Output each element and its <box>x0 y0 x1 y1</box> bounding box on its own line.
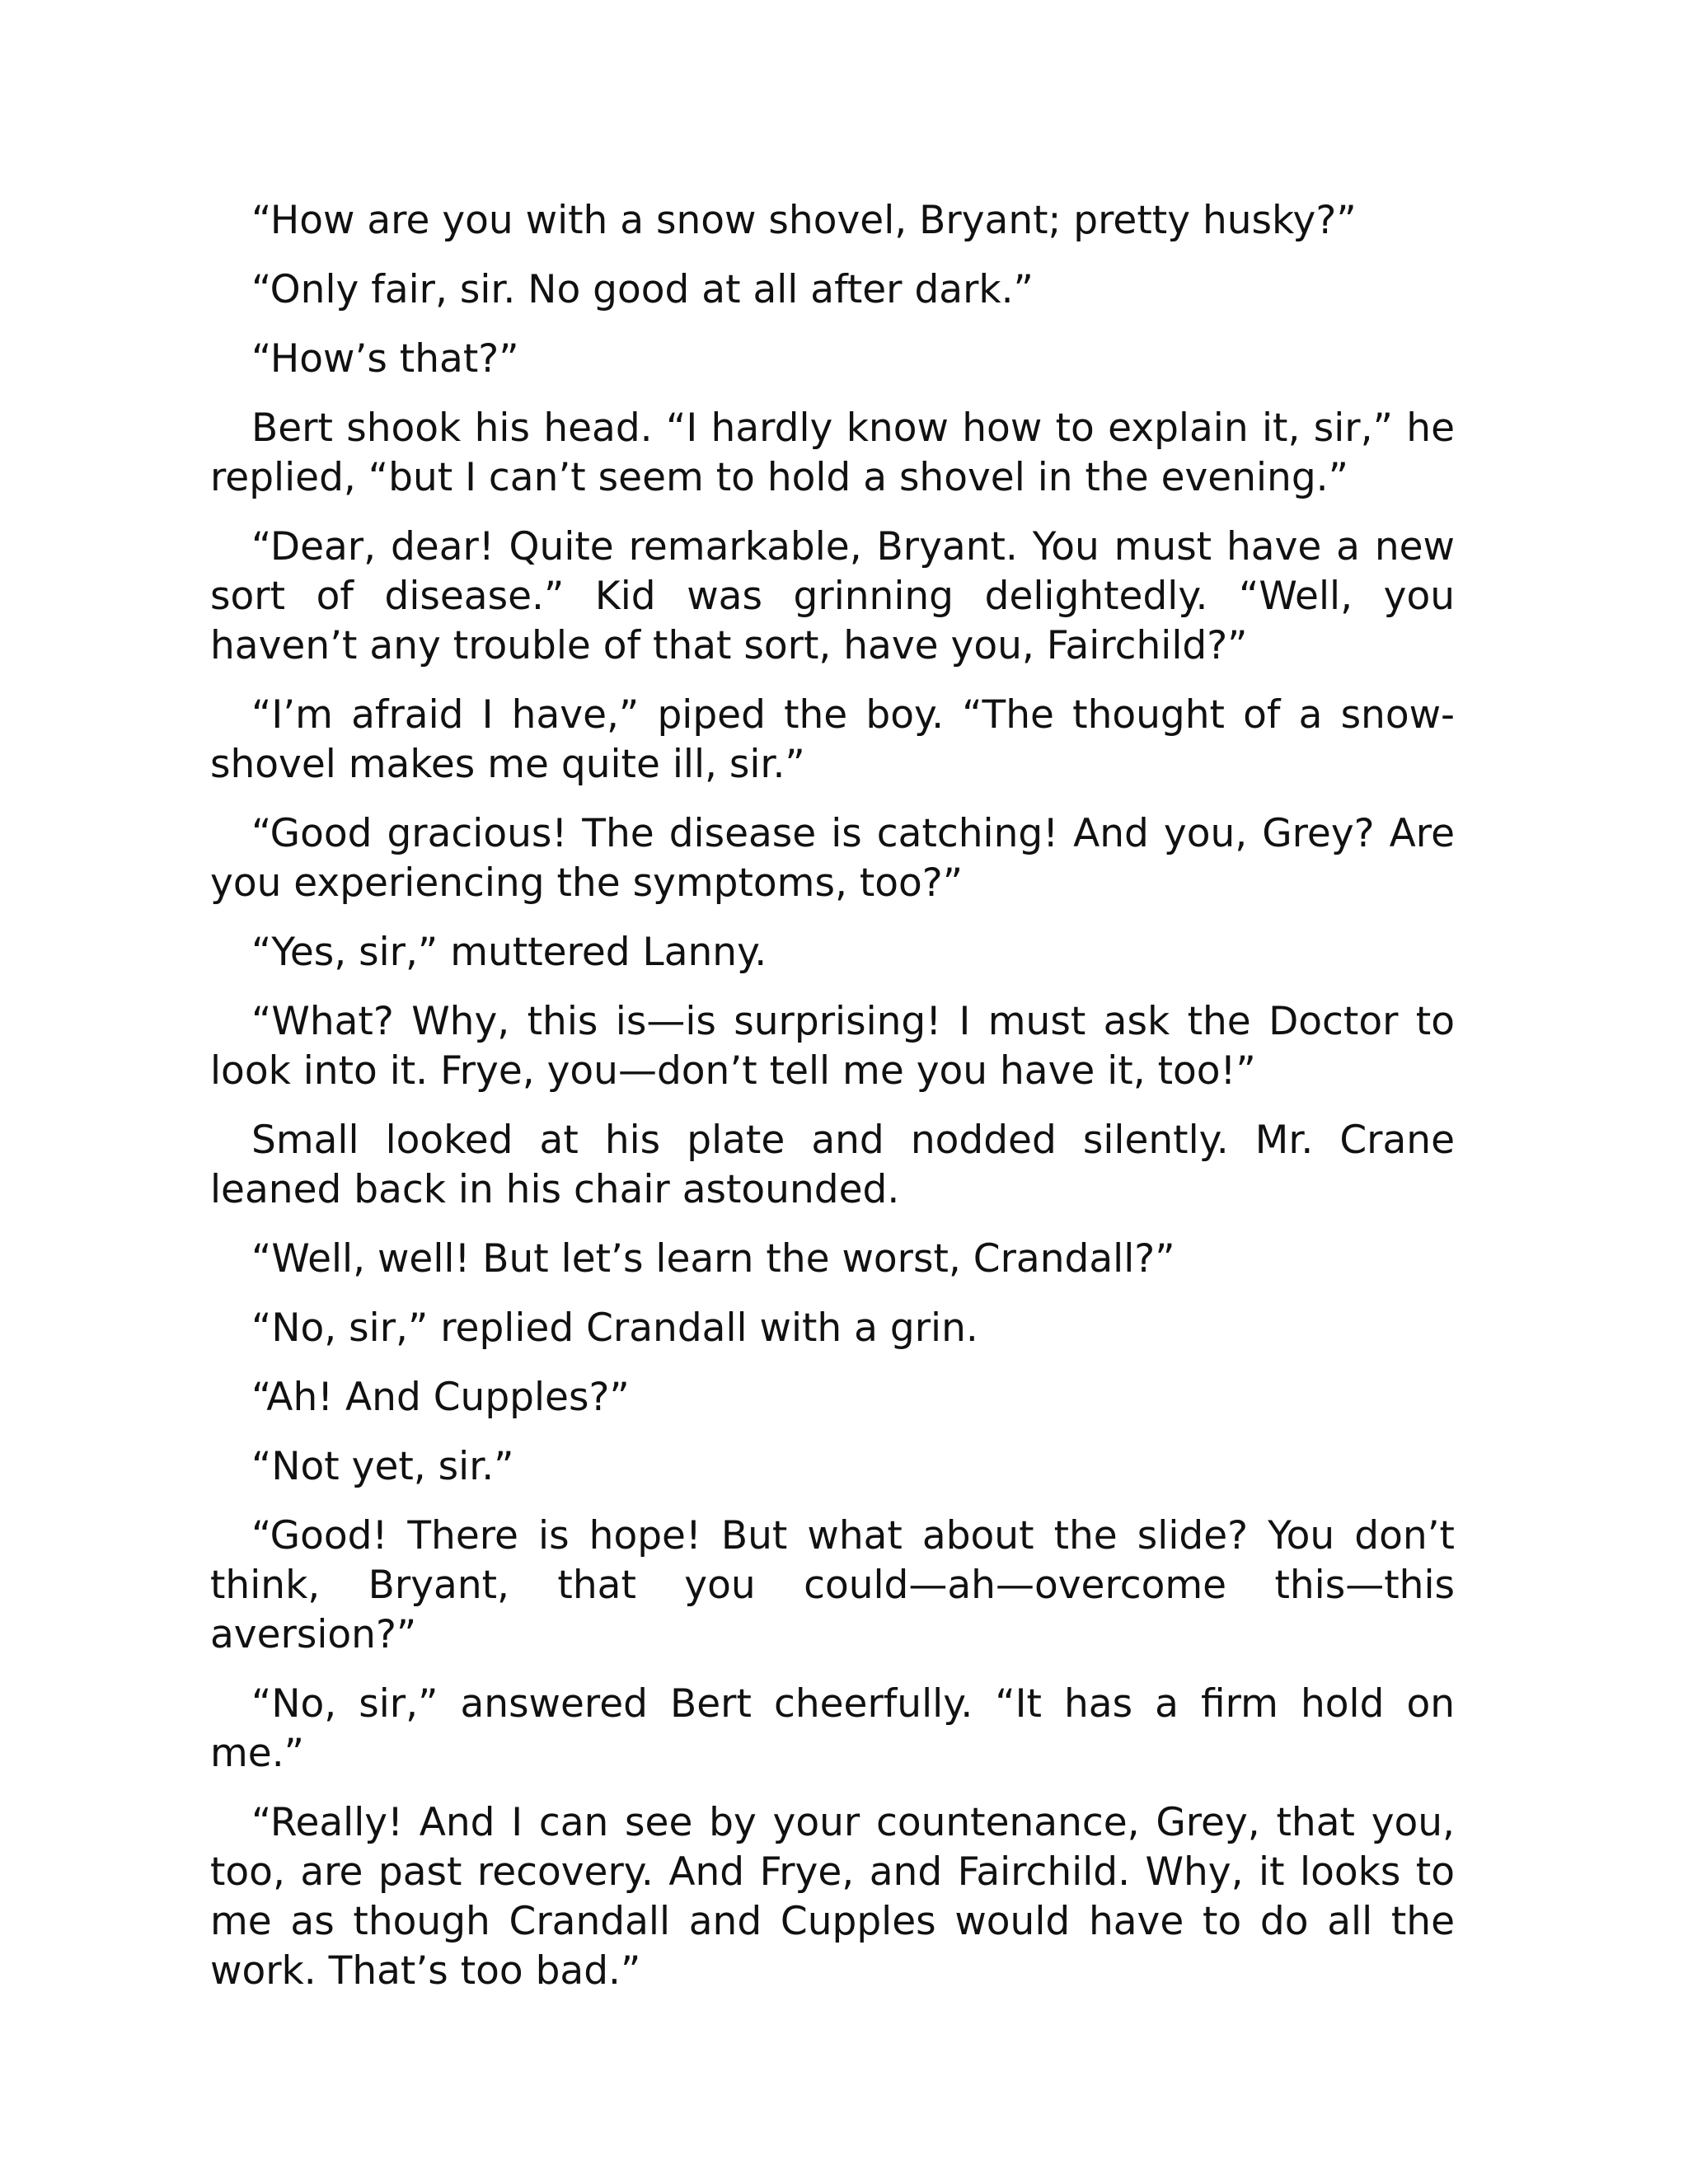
paragraph: “Yes, sir,” muttered Lanny. <box>251 930 767 975</box>
paragraph: “How’s that?” <box>251 336 519 382</box>
page-body <box>210 196 1455 2016</box>
paragraph: “What? Why, this is—is surprising! I must ask the Doctor to look into it. Frye, you—don’t tell me you have it, too!” <box>210 999 1455 1094</box>
paragraph: “I’m afraid I have,” piped the boy. “The thought of a snow-shovel makes me quite ill, sir.” <box>210 692 1455 787</box>
paragraph: “Really! And I can see by your countenance, Grey, that you, too, are past recovery. And Frye, and Fairchild. Why, it looks to me as though Crandall and Cupples would have to do all the work. That’s too bad.” <box>210 1800 1455 1994</box>
paragraph: “Ah! And Cupples?” <box>251 1375 630 1420</box>
paragraph: “Well, well! But let’s learn the worst, Crandall?” <box>251 1236 1175 1282</box>
paragraph: “No, sir,” answered Bert cheerfully. “It has a firm hold on me.” <box>210 1681 1455 1776</box>
paragraph: “Dear, dear! Quite remarkable, Bryant. You must have a new sort of disease.” Kid was grinning delightedly. “Well, you haven’t any trouble of that sort, have you, Fairchild?” <box>210 524 1455 668</box>
paragraph: “No, sir,” replied Crandall with a grin. <box>251 1305 978 1351</box>
paragraph: “Good! There is hope! But what about the slide? You don’t think, Bryant, that you could—ah—overcome this—this aversion?” <box>210 1513 1455 1657</box>
paragraph: Bert shook his head. “I hardly know how to explain it, sir,” he replied, “but I can’t seem to hold a shovel in the evening.” <box>210 405 1455 500</box>
paragraph: Small looked at his plate and nodded silently. Mr. Crane leaned back in his chair astounded. <box>210 1118 1455 1212</box>
paragraph: “Only fair, sir. No good at all after dark.” <box>251 267 1034 312</box>
paragraph: “How are you with a snow shovel, Bryant; pretty husky?” <box>251 198 1357 243</box>
paragraph: “Not yet, sir.” <box>251 1444 514 1489</box>
paragraph: “Good gracious! The disease is catching! And you, Grey? Are you experiencing the symptoms, too?” <box>210 811 1455 906</box>
